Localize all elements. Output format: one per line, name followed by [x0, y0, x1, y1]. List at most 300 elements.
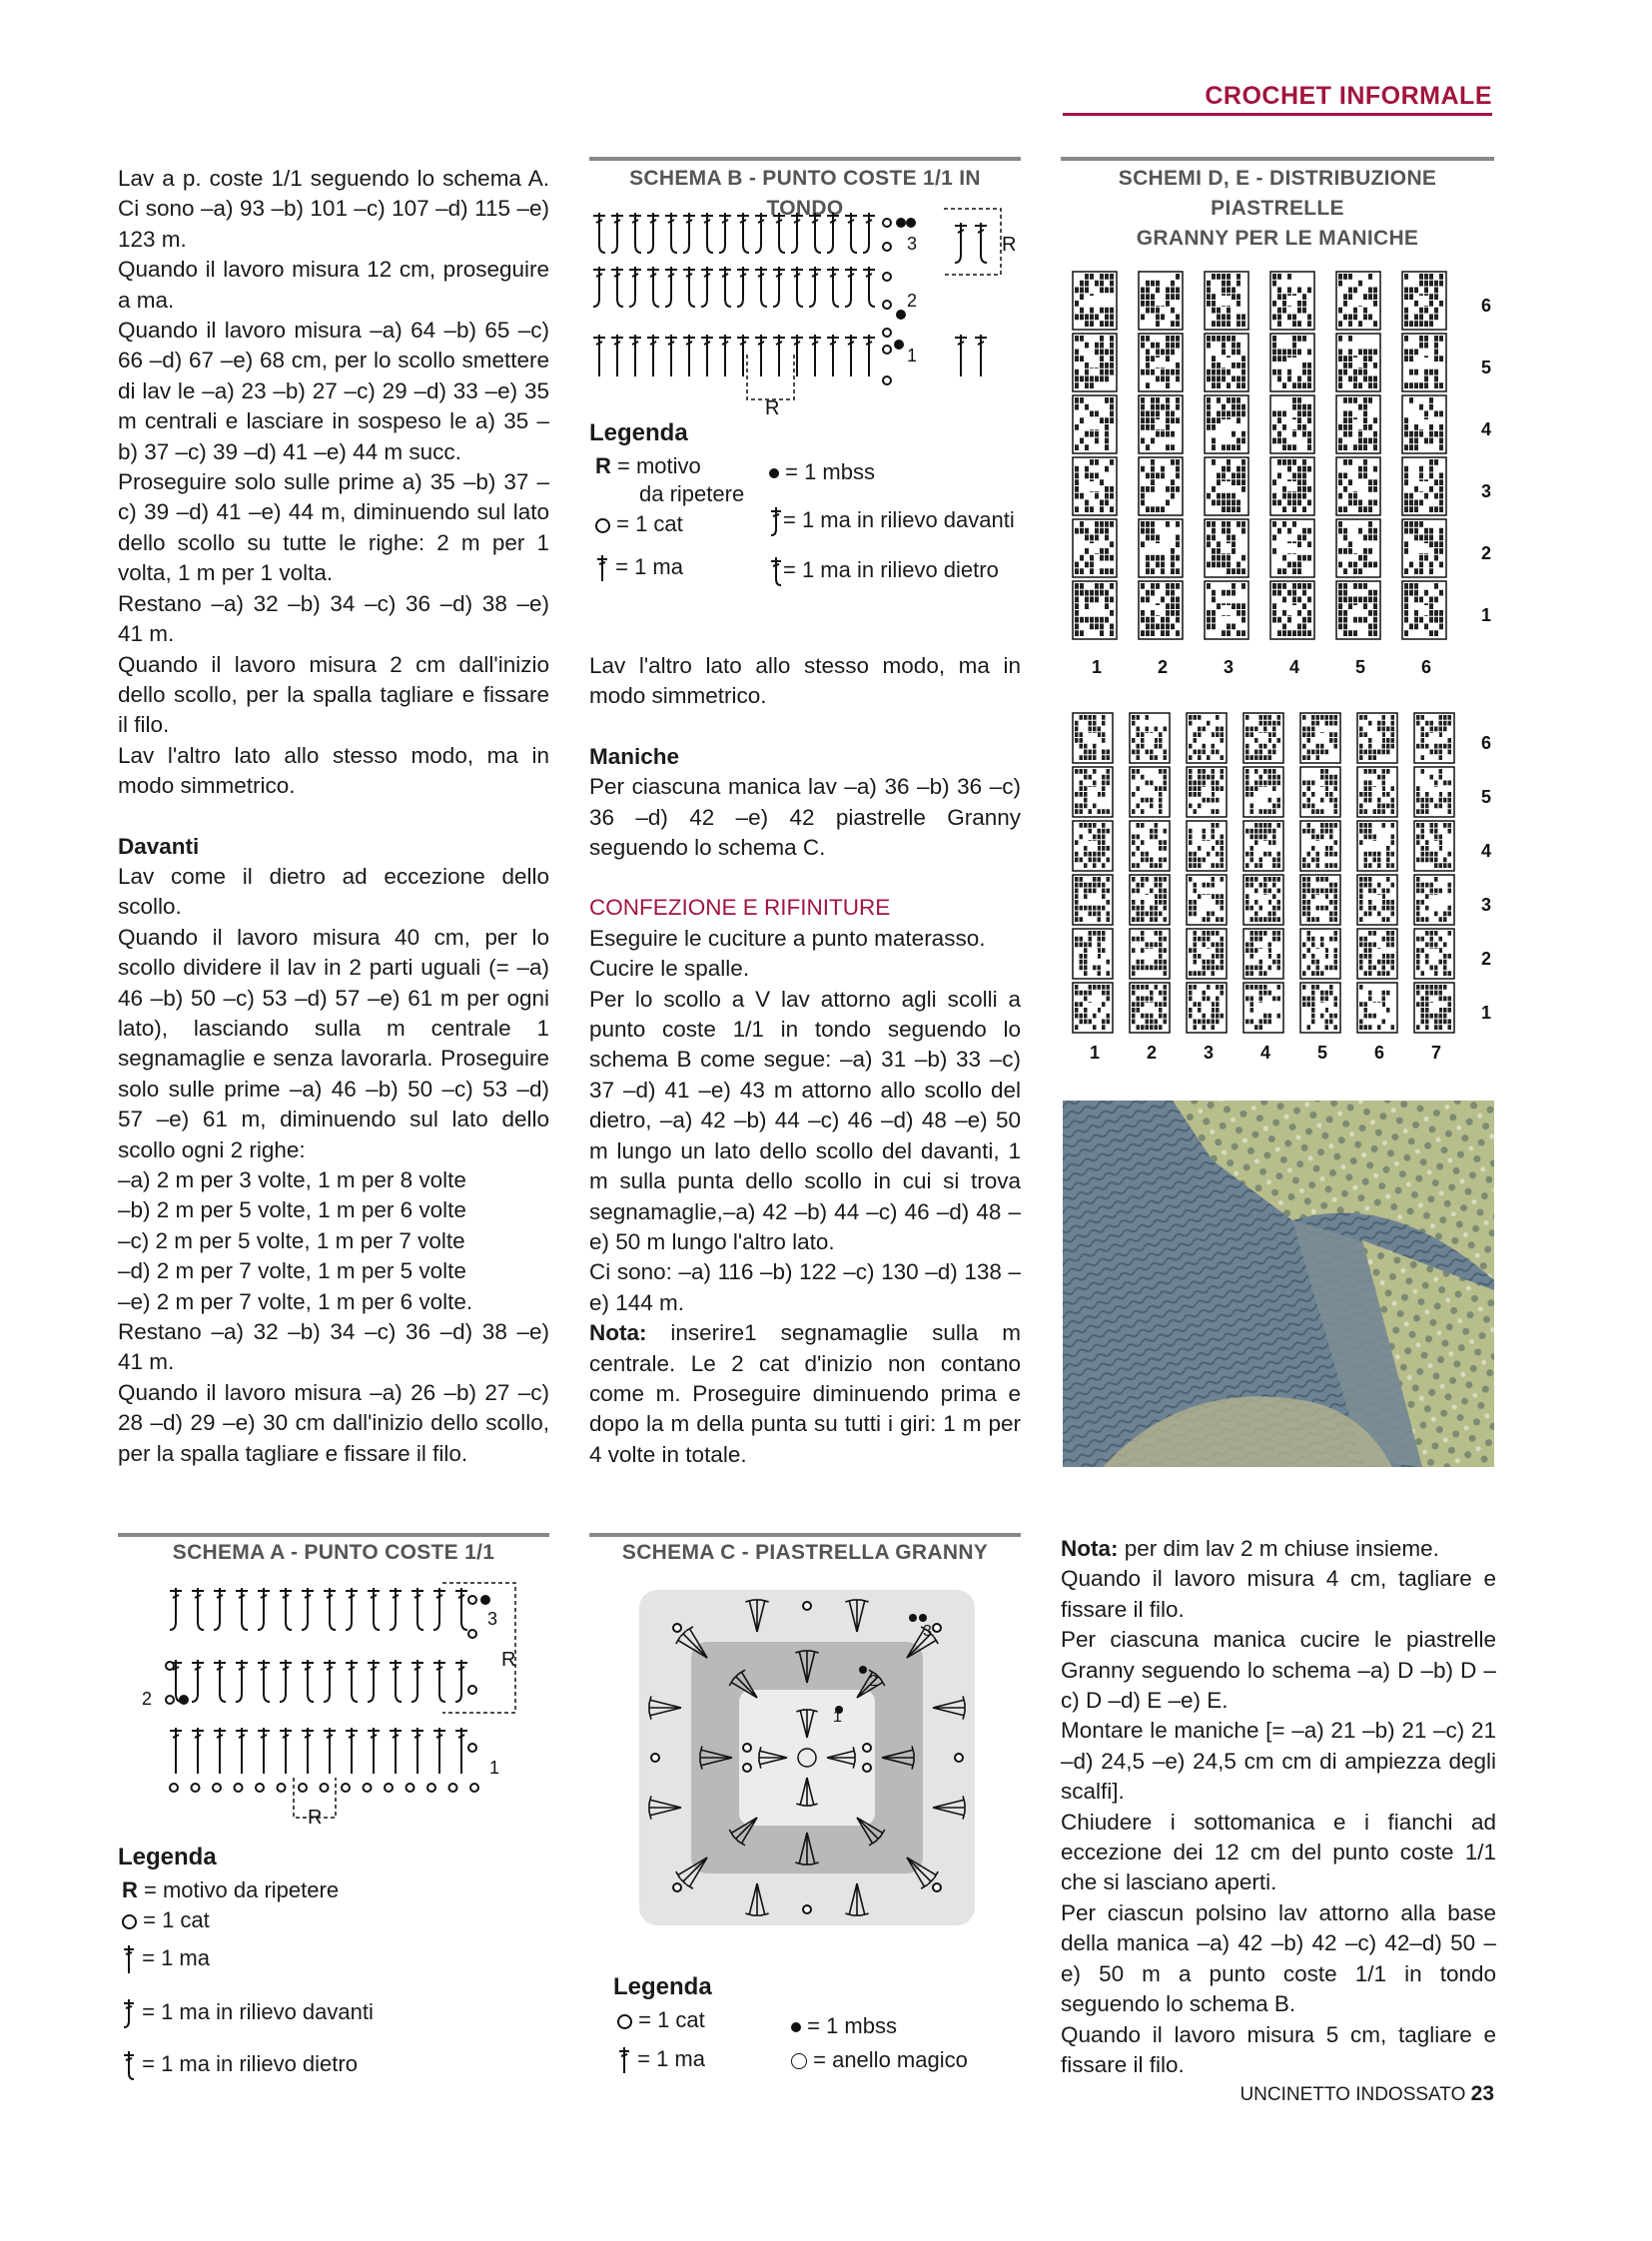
- granny-pattern: [1151, 473, 1155, 479]
- granny-pattern: [1212, 1002, 1216, 1007]
- granny-pattern: [1409, 624, 1413, 630]
- back-post-icon: [122, 2049, 136, 2081]
- granny-pattern: [1268, 943, 1272, 948]
- granny-pattern: [1171, 444, 1175, 450]
- granny-pattern: [1302, 732, 1306, 737]
- granny-pattern: [1080, 966, 1084, 971]
- granny-pattern: [1359, 877, 1363, 882]
- granny-pattern: [1268, 852, 1272, 857]
- granny-pattern: [1159, 738, 1163, 743]
- granny-pattern: [1277, 715, 1281, 720]
- granny-pattern: [1386, 1008, 1390, 1013]
- granny-pattern: [1137, 786, 1141, 791]
- granny-pattern: [1203, 971, 1207, 976]
- granny-pattern: [1416, 900, 1420, 905]
- granny-pattern: [1146, 486, 1150, 492]
- granny-pattern: [1311, 1020, 1315, 1025]
- granny-center: [1372, 787, 1382, 797]
- granny-pattern: [1263, 883, 1267, 888]
- granny-pattern: [1311, 917, 1315, 922]
- title-line: SCHEMI D, E - DISTRIBUZIONE PIASTRELLE: [1118, 167, 1437, 220]
- granny-pattern: [1292, 444, 1296, 450]
- chain-symbol: [863, 1764, 871, 1772]
- granny-pattern: [1368, 829, 1372, 834]
- granny-pattern: [1164, 846, 1168, 851]
- granny-pattern: [1093, 823, 1097, 828]
- schema-d-grid: [1061, 268, 1500, 687]
- granny-pattern: [1343, 411, 1347, 417]
- granny-pattern: [1141, 966, 1145, 971]
- granny-pattern: [1093, 931, 1097, 936]
- granny-pattern: [1343, 431, 1347, 437]
- granny-pattern: [1263, 1014, 1267, 1019]
- granny-pattern: [1245, 829, 1249, 834]
- granny-pattern: [1137, 823, 1141, 828]
- granny-pattern: [1093, 781, 1097, 786]
- granny-pattern: [1311, 889, 1315, 894]
- granny-pattern: [1176, 274, 1180, 280]
- granny-pattern: [1448, 715, 1452, 720]
- granny-pattern: [1146, 781, 1150, 786]
- granny-pattern: [1368, 1025, 1372, 1030]
- granny-pattern: [1105, 424, 1109, 430]
- stitch-symbol: [863, 267, 875, 307]
- granny-pattern: [1338, 479, 1342, 485]
- granny-pattern: [1156, 288, 1160, 294]
- granny-pattern: [1110, 486, 1114, 492]
- granny-pattern: [1164, 750, 1168, 755]
- granny-pattern: [1329, 889, 1333, 894]
- slip-stitch-symbol: [897, 311, 905, 319]
- granny-pattern: [1368, 562, 1372, 568]
- chain-symbol: [468, 1686, 476, 1694]
- grid-label: 6: [1480, 733, 1492, 753]
- granny-pattern: [1095, 459, 1099, 465]
- granny-pattern: [1132, 985, 1136, 990]
- granny-pattern: [1302, 506, 1306, 512]
- granny-pattern: [1212, 321, 1216, 327]
- granny-pattern: [1102, 781, 1106, 786]
- granny-pattern: [1325, 954, 1329, 959]
- granny-pattern: [1141, 738, 1145, 743]
- granny-center: [1419, 419, 1429, 429]
- chain-symbol: [743, 1764, 751, 1772]
- granny-pattern: [1075, 506, 1079, 512]
- granny-pattern: [1075, 382, 1079, 388]
- granny-pattern: [1343, 528, 1347, 534]
- granny-center: [1287, 481, 1297, 491]
- granny-pattern: [1439, 769, 1443, 774]
- granny-pattern: [1421, 852, 1425, 857]
- granny-pattern: [1338, 350, 1342, 356]
- granny-pattern: [1075, 479, 1079, 485]
- granny-pattern: [1343, 568, 1347, 574]
- stitch-symbol: [412, 1728, 423, 1774]
- granny-pattern: [1198, 1008, 1202, 1013]
- granny-pattern: [1105, 363, 1109, 369]
- granny-pattern: [1110, 356, 1114, 362]
- granny-pattern: [1272, 835, 1276, 840]
- granny-pattern: [1137, 985, 1141, 990]
- granny-pattern: [1089, 906, 1093, 911]
- stitch-symbol: [258, 1660, 270, 1702]
- granny-center: [1145, 895, 1155, 905]
- granny-pattern: [1373, 617, 1377, 623]
- granny-pattern: [1245, 883, 1249, 888]
- granny-pattern: [1429, 506, 1433, 512]
- granny-pattern: [1245, 906, 1249, 911]
- granny-pattern: [1325, 846, 1329, 851]
- granny-pattern: [1093, 744, 1097, 749]
- granny-pattern: [1164, 727, 1168, 732]
- granny-pattern: [1373, 535, 1377, 541]
- granny-pattern: [1216, 1014, 1220, 1019]
- granny-pattern: [1368, 424, 1372, 430]
- granny-pattern: [1434, 877, 1438, 882]
- granny-pattern: [1382, 823, 1386, 828]
- granny-pattern: [1359, 809, 1363, 814]
- granny-pattern: [1325, 906, 1329, 911]
- granny-pattern: [1100, 590, 1104, 596]
- granny-pattern: [1359, 755, 1363, 760]
- granny-pattern: [1334, 894, 1338, 899]
- chain-symbol: [803, 1602, 811, 1610]
- granny-pattern: [1439, 775, 1443, 780]
- granny-pattern: [1311, 1014, 1315, 1019]
- granny-pattern: [1141, 809, 1145, 814]
- granny-pattern: [1277, 906, 1281, 911]
- granny-center: [1258, 895, 1268, 905]
- granny-pattern: [1404, 506, 1408, 512]
- granny-pattern: [1259, 971, 1263, 976]
- granny-pattern: [1146, 798, 1150, 803]
- granny-pattern: [1343, 535, 1347, 541]
- granny-pattern: [1316, 715, 1320, 720]
- granny-pattern: [1237, 404, 1240, 410]
- granny-pattern: [1419, 404, 1423, 410]
- stitch-symbol: [455, 1728, 467, 1774]
- granny-pattern: [1146, 356, 1150, 362]
- granny-pattern: [1302, 883, 1306, 888]
- granny-pattern: [1207, 541, 1211, 547]
- granny-pattern: [1245, 792, 1249, 797]
- granny-pattern: [1448, 781, 1452, 786]
- stitch-symbol: [302, 1660, 314, 1702]
- stitch-symbol: [683, 267, 695, 307]
- granny-pattern: [1259, 991, 1263, 996]
- stitch-symbol: [346, 1660, 358, 1702]
- granny-pattern: [1307, 617, 1311, 623]
- granny-pattern: [1203, 829, 1207, 834]
- granny-pattern: [1302, 630, 1306, 636]
- granny-pattern: [1090, 506, 1094, 512]
- granny-pattern: [1080, 281, 1084, 287]
- granny-pattern: [1439, 479, 1443, 485]
- granny-pattern: [1146, 997, 1150, 1002]
- granny-pattern: [1227, 397, 1231, 403]
- granny-pattern: [1448, 997, 1452, 1002]
- granny-pattern: [1085, 343, 1089, 349]
- granny-pattern: [1443, 960, 1447, 965]
- granny-pattern: [1259, 1020, 1263, 1025]
- granny-pattern: [1189, 781, 1193, 786]
- granny-pattern: [1334, 900, 1338, 905]
- granny-center: [1222, 605, 1232, 615]
- granny-pattern: [1272, 281, 1276, 287]
- granny-pattern: [1329, 823, 1333, 828]
- granny-pattern: [1364, 809, 1368, 814]
- granny-pattern: [1348, 274, 1352, 280]
- grid-label: 4: [1288, 657, 1300, 677]
- granny-pattern: [1439, 750, 1443, 755]
- granny-pattern: [1263, 991, 1267, 996]
- granny-pattern: [1430, 966, 1434, 971]
- granny-pattern: [1425, 732, 1429, 737]
- granny-pattern: [1434, 350, 1438, 356]
- granny-pattern: [1353, 370, 1357, 375]
- granny-pattern: [1159, 1002, 1163, 1007]
- granny-pattern: [1272, 424, 1276, 430]
- granny-pattern: [1409, 294, 1413, 300]
- granny-pattern: [1368, 912, 1372, 917]
- granny-pattern: [1316, 858, 1320, 863]
- granny-pattern: [1141, 294, 1145, 300]
- granny-pattern: [1212, 459, 1216, 465]
- granny-pattern: [1216, 1002, 1220, 1007]
- granny-pattern: [1282, 521, 1286, 527]
- granny-pattern: [1166, 376, 1170, 382]
- granny-pattern: [1430, 798, 1434, 803]
- granny-pattern: [1302, 459, 1306, 465]
- granny-pattern: [1439, 840, 1443, 845]
- stitch-symbol: [302, 1588, 314, 1630]
- granny-pattern: [1100, 356, 1104, 362]
- granny-pattern: [1084, 883, 1088, 888]
- granny-pattern: [1080, 294, 1084, 300]
- granny-pattern: [1368, 382, 1372, 388]
- granny-pattern: [1171, 493, 1175, 499]
- granny-pattern: [1263, 852, 1267, 857]
- granny-pattern: [1250, 877, 1254, 882]
- granny-pattern: [1075, 917, 1079, 922]
- granny-pattern: [1287, 630, 1291, 636]
- legend-text: = 1 cat: [616, 511, 683, 536]
- granny-pattern: [1386, 900, 1390, 905]
- granny-pattern: [1429, 535, 1433, 541]
- nota-text: inserire1 segnamaglie sulla m centrale. Le 2 cat d'inizio non contano come m. Proseguire diminuendo prima e dopo la m della punta su tutti i giri: 1 m per 4 volte in totale.: [589, 1320, 1021, 1467]
- granny-pattern: [1443, 1014, 1447, 1019]
- granny-pattern: [1434, 863, 1438, 868]
- granny-pattern: [1189, 877, 1193, 882]
- granny-pattern: [1159, 991, 1163, 996]
- granny-pattern: [1338, 493, 1342, 499]
- granny-pattern: [1364, 863, 1368, 868]
- stitch-symbol: [280, 1728, 292, 1774]
- granny-pattern: [1409, 583, 1413, 589]
- granny-pattern: [1404, 528, 1408, 534]
- granny-pattern: [1404, 356, 1408, 362]
- granny-pattern: [1439, 506, 1443, 512]
- granny-pattern: [1212, 931, 1216, 936]
- paragraph: Per ciascun polsino lav attorno alla base della manica –a) 42 –b) 42 –c) 42–d) 50 –e) 50 m a punto coste 1/1 in tondo seguendo lo schema B.: [1061, 1899, 1496, 2017]
- granny-pattern: [1171, 294, 1175, 300]
- granny-pattern: [1434, 804, 1438, 809]
- granny-pattern: [1325, 786, 1329, 791]
- granny-pattern: [1287, 493, 1291, 499]
- granny-pattern: [1391, 900, 1395, 905]
- granny-pattern: [1419, 308, 1423, 314]
- granny-pattern: [1439, 715, 1443, 720]
- granny-pattern: [1151, 411, 1155, 417]
- stitch-symbol: [647, 335, 659, 376]
- granny-pattern: [1425, 852, 1429, 857]
- granny-pattern: [1090, 473, 1094, 479]
- granny-pattern: [1373, 528, 1377, 534]
- granny-pattern: [1107, 775, 1111, 780]
- granny-pattern: [1075, 562, 1079, 568]
- granny-pattern: [1282, 438, 1286, 444]
- granny-pattern: [1102, 1002, 1106, 1007]
- granny-pattern: [1292, 321, 1296, 327]
- granny-pattern: [1272, 744, 1276, 749]
- stitch-symbol: [665, 267, 677, 307]
- granny-pattern: [1156, 555, 1160, 561]
- paragraph: Proseguire solo sulle prime a) 35 –b) 37 –c) 39 –d) 41 –e) 44 m, diminuendo sul lato dello scollo su tutte le righe: 2 m per 1 volta, 1 m per 1 volta.: [118, 469, 549, 586]
- granny-pattern: [1090, 376, 1094, 382]
- granny-pattern: [1263, 835, 1267, 840]
- granny-pattern: [1105, 438, 1109, 444]
- granny-pattern: [1212, 548, 1216, 554]
- granny-pattern: [1434, 459, 1438, 465]
- granny-pattern: [1377, 852, 1381, 857]
- granny-pattern: [1439, 732, 1443, 737]
- granny-pattern: [1207, 775, 1211, 780]
- granny-pattern: [1095, 597, 1099, 603]
- granny-pattern: [1227, 315, 1231, 321]
- granny-pattern: [1338, 356, 1342, 362]
- front-post-icon: [769, 505, 783, 537]
- granny-pattern: [1216, 715, 1220, 720]
- chain-symbol: [235, 1784, 243, 1792]
- granny-pattern: [1364, 1025, 1368, 1030]
- granny-pattern: [1338, 548, 1342, 554]
- granny-pattern: [1439, 431, 1443, 437]
- granny-pattern: [1382, 966, 1386, 971]
- granny-pattern: [1272, 274, 1276, 280]
- granny-pattern: [1221, 917, 1225, 922]
- granny-pattern: [1373, 858, 1377, 863]
- granny-pattern: [1448, 809, 1452, 814]
- granny-pattern: [1343, 397, 1347, 403]
- granny-pattern: [1245, 943, 1249, 948]
- stitch-symbol: [809, 335, 821, 376]
- granny-pattern: [1198, 858, 1202, 863]
- granny-pattern: [1095, 315, 1099, 321]
- granny-pattern: [1132, 852, 1136, 857]
- granny-pattern: [1425, 1002, 1429, 1007]
- granny-pattern: [1302, 382, 1306, 388]
- granny-pattern: [1353, 597, 1357, 603]
- granny-pattern: [1404, 466, 1408, 472]
- granny-pattern: [1098, 846, 1102, 851]
- granny-pattern: [1212, 555, 1216, 561]
- stitch-symbol: [412, 1660, 423, 1702]
- granny-pattern: [1137, 937, 1141, 942]
- granny-pattern: [1198, 755, 1202, 760]
- stitch-symbol: [683, 335, 695, 376]
- granny-pattern: [1358, 555, 1362, 561]
- granny-pattern: [1272, 906, 1276, 911]
- paragraph: –c) 2 m per 5 volte, 1 m per 7 volte: [118, 1227, 465, 1253]
- granny-pattern: [1373, 466, 1377, 472]
- granny-pattern: [1212, 528, 1216, 534]
- paragraph: Per ciascuna manica cucire le piastrelle Granny seguendo lo schema –a) D –b) D –c) D –d) E –e) E.: [1061, 1627, 1496, 1714]
- granny-pattern: [1377, 960, 1381, 965]
- granny-pattern: [1364, 912, 1368, 917]
- granny-pattern: [1159, 769, 1163, 774]
- granny-pattern: [1292, 568, 1296, 574]
- chain-symbol: [883, 243, 891, 251]
- granny-pattern: [1391, 786, 1395, 791]
- granny-pattern: [1329, 863, 1333, 868]
- granny-pattern: [1166, 630, 1170, 636]
- granny-pattern: [1348, 603, 1352, 609]
- granny-pattern: [1155, 931, 1159, 936]
- granny-pattern: [1232, 603, 1236, 609]
- granny-pattern: [1232, 479, 1236, 485]
- granny-pattern: [1075, 877, 1079, 882]
- granny-pattern: [1146, 294, 1150, 300]
- granny-center: [1429, 949, 1439, 959]
- granny-pattern: [1245, 769, 1249, 774]
- granny-pattern: [1084, 823, 1088, 828]
- granny-pattern: [1268, 755, 1272, 760]
- granny-pattern: [1194, 937, 1198, 942]
- granny-pattern: [1075, 397, 1079, 403]
- granny-pattern: [1107, 912, 1111, 917]
- granny-pattern: [1146, 590, 1150, 596]
- granny-pattern: [1146, 617, 1150, 623]
- granny-pattern: [1409, 288, 1413, 294]
- granny-pattern: [1425, 804, 1429, 809]
- granny-pattern: [1227, 528, 1231, 534]
- paragraph: Quando il lavoro misura –a) 26 –b) 27 –c) 28 –d) 29 –e) 30 cm dall'inizio dello scollo, per la spalla tagliare e fissare il filo.: [118, 1379, 549, 1466]
- granny-pattern: [1302, 781, 1306, 786]
- granny-pattern: [1151, 424, 1155, 430]
- granny-pattern: [1353, 562, 1357, 568]
- granny-pattern: [1439, 798, 1443, 803]
- stitch-symbol: [258, 1588, 270, 1630]
- granny-pattern: [1334, 937, 1338, 942]
- granny-pattern: [1212, 382, 1216, 388]
- granny-pattern: [1146, 727, 1150, 732]
- chain-symbol: [883, 346, 891, 354]
- granny-pattern: [1194, 732, 1198, 737]
- granny-pattern: [1311, 781, 1315, 786]
- granny-pattern: [1363, 363, 1367, 369]
- granny-pattern: [1105, 535, 1109, 541]
- granny-pattern: [1320, 769, 1324, 774]
- granny-pattern: [1137, 732, 1141, 737]
- granny-pattern: [1282, 597, 1286, 603]
- granny-pattern: [1434, 985, 1438, 990]
- granny-pattern: [1434, 912, 1438, 917]
- granny-pattern: [1282, 356, 1286, 362]
- granny-pattern: [1348, 431, 1352, 437]
- granny-pattern: [1216, 931, 1220, 936]
- chain-symbol: [883, 329, 891, 337]
- granny-pattern: [1141, 610, 1145, 616]
